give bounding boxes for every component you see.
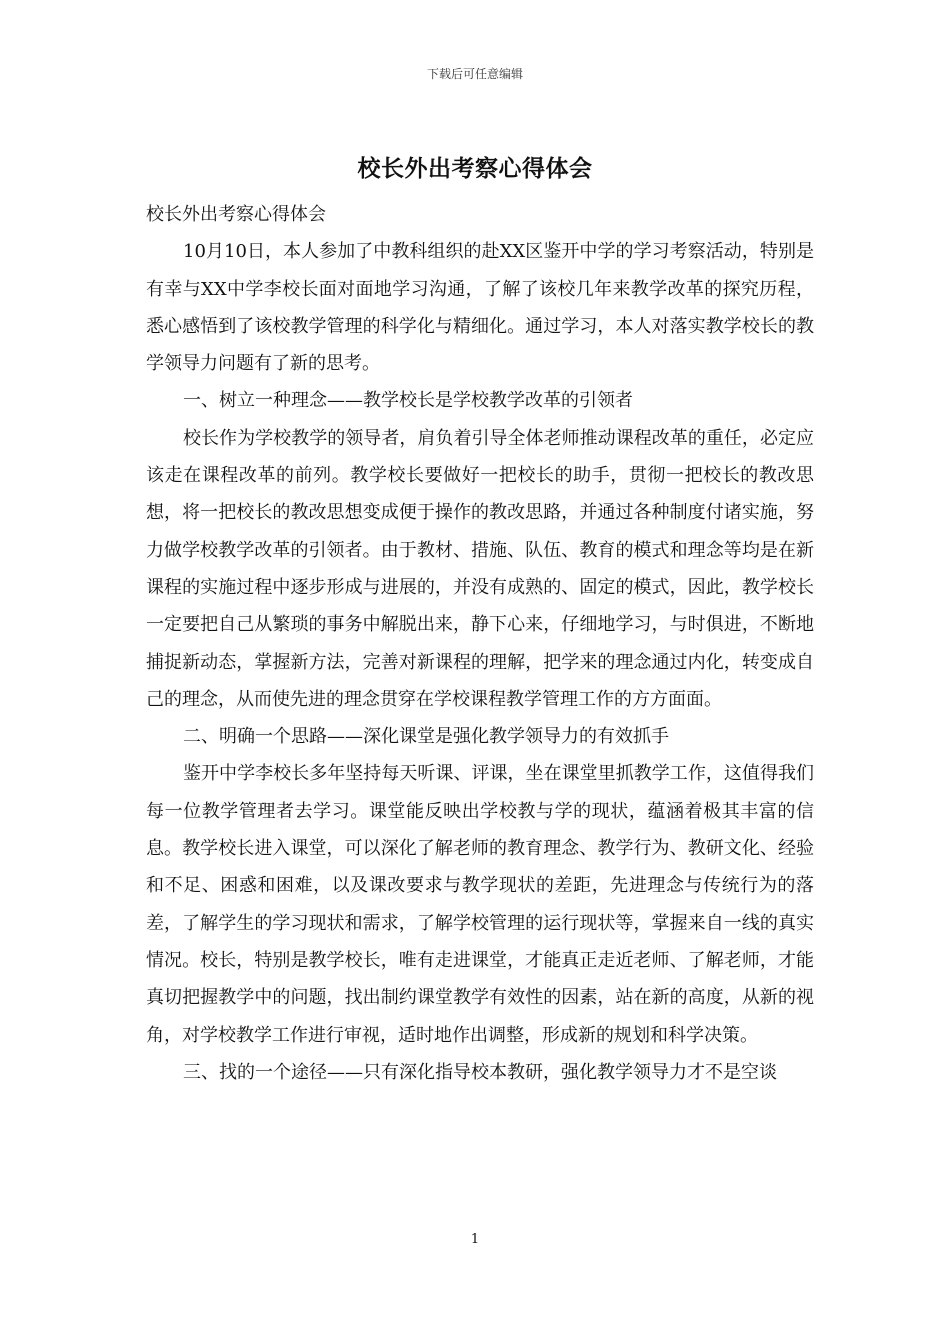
body-paragraph: 鉴开中学李校长多年坚持每天听课、评课，坐在课堂里抓教学工作，这值得我们每一位教学管理者去学习。课堂能反映出学校教与学的现状，蕴涵着极其丰富的信息。教学校长进入课堂，可以深化了解老师的教育理念、教学行为、教研文化、经验和不足、困惑和困难，以及课改要求与教学现状的差距，先进理念与传统行为的落差，了解学生的学习现状和需求，了解学校管理的运行现状等，掌握来自一线的真实情况。校长，特别是教学校长，唯有走进课堂，才能真正走近老师、了解老师，才能真切把握教学中的问题，找出制约课堂教学有效性的因素，站在新的高度，从新的视角，对学校教学工作进行审视，适时地作出调整，形成新的规划和科学决策。 xyxy=(146,763,814,1046)
page-number: 1 xyxy=(470,1232,480,1247)
section-heading-3: 三、找的一个途径——只有深化指导校本教研，强化教学领导力才不是空谈 xyxy=(183,1061,777,1083)
body-paragraph-subtitle: 校长外出考察心得体会 xyxy=(146,204,326,225)
document-body xyxy=(146,196,814,1091)
section-heading-1: 一、树立一种理念——教学校长是学校教学改革的引领者 xyxy=(183,390,633,412)
document-title: 校长外出考察心得体会 xyxy=(357,155,593,182)
header-note: 下载后可任意编辑 xyxy=(426,67,523,81)
section-heading-2: 二、明确一个思路——深化课堂是强化教学领导力的有效抓手 xyxy=(183,726,669,748)
body-paragraph: 校长作为学校教学的领导者，肩负着引导全体老师推动课程改革的重任，必定应该走在课程改革的前列。教学校长要做好一把校长的助手，贯彻一把校长的教改思想，将一把校长的教改思想变成便于操作的教改思路，并通过各种制度付诸实施，努力做学校教学改革的引领者。由于教材、措施、队伍、教育的模式和理念等均是在新课程的实施过程中逐步形成与进展的，并没有成熟的、固定的模式，因此，教学校长一定要把自己从繁琐的事务中解脱出来，静下心来，仔细地学习，与时俱进，不断地捕捉新动态，掌握新方法，完善对新课程的理解，把学来的理念通过内化，转变成自己的理念，从而使先进的理念贯穿在学校课程教学管理工作的方方面面。 xyxy=(146,427,814,710)
body-paragraph: 10月10日，本人参加了中教科组织的赴XX区鉴开中学的学习考察活动，特别是有幸与XX中学李校长面对面地学习沟通，了解了该校几年来教学改革的探究历程，悉心感悟到了该校教学管理的科学化与精细化。通过学习，本人对落实教学校长的教学领导力问题有了新的思考。 xyxy=(146,241,814,375)
